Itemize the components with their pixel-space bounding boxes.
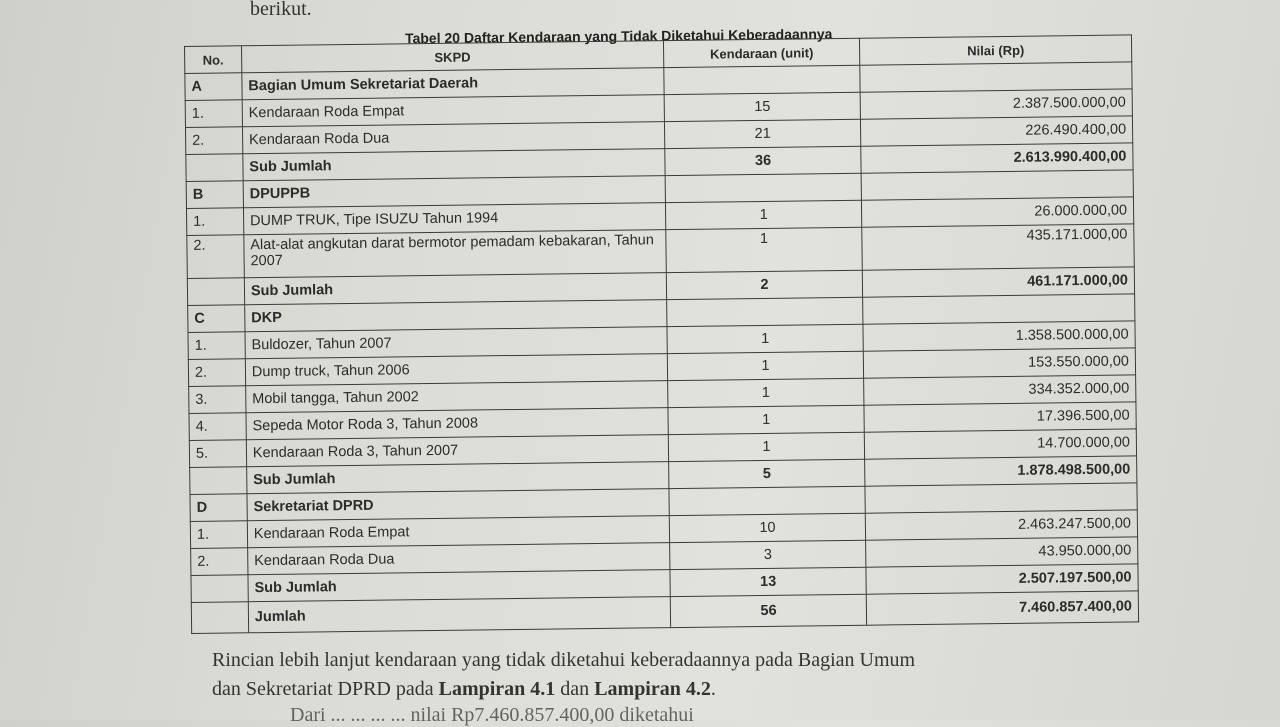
cell-value: 2.507.197.500,00 (866, 564, 1138, 594)
cell-skpd: Kendaraan Roda Empat (247, 516, 669, 548)
cell-skpd: Mobil tangga, Tahun 2002 (246, 381, 668, 413)
cell-value: 14.700.000,00 (865, 429, 1137, 459)
cell-no (191, 602, 248, 634)
paragraph-mid: dan (555, 678, 595, 700)
cell-value: 43.950.000,00 (866, 537, 1138, 567)
cell-value: 2.613.990.400,00 (861, 143, 1133, 173)
cell-no: D (190, 494, 247, 522)
cell-no: 4. (189, 413, 246, 441)
cell-skpd: Dump truck, Tahun 2006 (245, 354, 667, 386)
cell-no: 1. (188, 332, 245, 360)
cell-unit: 1 (667, 324, 864, 353)
cell-skpd: Bagian Umum Sekretariat Daerah (242, 68, 664, 100)
table-title: Tabel 20 Daftar Kendaraan yang Tidak Diketahui Keberadaannya (404, 25, 833, 47)
preceding-text: berikut. (250, 0, 312, 20)
cell-value: 1.878.498.500,00 (865, 456, 1137, 486)
cell-unit (669, 486, 866, 515)
cell-unit: 3 (669, 540, 866, 569)
cell-value: 17.396.500,00 (864, 402, 1136, 432)
cell-skpd: Kendaraan Roda Dua (242, 122, 664, 154)
cell-unit: 36 (665, 146, 862, 175)
cell-value: 153.550.000,00 (864, 348, 1136, 378)
appendix-ref-2: Lampiran 4.2 (594, 678, 711, 700)
cell-skpd: Jumlah (248, 597, 670, 633)
cell-no: A (185, 73, 242, 101)
cell-value: 2.387.500.000,00 (860, 89, 1132, 119)
cell-unit: 56 (670, 594, 867, 627)
cell-unit (666, 297, 863, 326)
cell-skpd: Sekretariat DPRD (247, 489, 669, 521)
cell-no (191, 575, 248, 603)
paragraph-end: . (710, 678, 716, 700)
cell-value: 2.463.247.500,00 (866, 510, 1138, 540)
cell-value: 435.171.000,00 (862, 224, 1134, 270)
cell-unit: 1 (666, 227, 863, 272)
cell-value (865, 483, 1137, 513)
cell-no: 3. (189, 386, 246, 414)
cell-no: B (186, 181, 243, 209)
header-no: No. (185, 46, 242, 74)
cell-skpd: Kendaraan Roda Empat (242, 95, 664, 127)
header-unit: Kendaraan (unit) (663, 38, 860, 67)
header-skpd: SKPD (241, 41, 663, 73)
cell-value: 334.352.000,00 (864, 375, 1136, 405)
paragraph-line2: dan Sekretariat DPRD pada (212, 678, 439, 700)
cell-value: 461.171.000,00 (863, 267, 1135, 297)
cell-no: 2. (187, 235, 244, 279)
cell-unit (665, 173, 862, 202)
cell-value (863, 294, 1135, 324)
cell-value: 226.490.400,00 (861, 116, 1133, 146)
cell-value: 7.460.857.400,00 (867, 591, 1139, 625)
cell-unit: 15 (664, 92, 861, 121)
cell-skpd: Sub Jumlah (243, 149, 665, 181)
paragraph-line1: Rincian lebih lanjut kendaraan yang tidak diketahui keberadaannya pada Bagian Umum (212, 649, 916, 671)
cell-no: C (188, 305, 245, 333)
appendix-ref-1: Lampiran 4.1 (438, 678, 556, 700)
cell-value (861, 170, 1133, 200)
cell-unit: 1 (667, 351, 864, 380)
cell-no: 1. (185, 100, 242, 128)
cell-skpd: Alat-alat angkutan darat bermotor pemadam kebakaran, Tahun 2007 (244, 230, 666, 278)
cell-unit: 10 (669, 513, 866, 542)
cell-no: 5. (189, 440, 246, 468)
cell-unit: 5 (668, 459, 865, 488)
cell-unit: 1 (667, 378, 864, 407)
cell-unit: 1 (668, 432, 865, 461)
vehicle-table (184, 34, 1139, 634)
cut-off-text: Dari ... ... ... ... nilai Rp7.460.857.400,00 diketahui (290, 704, 694, 726)
cell-no (186, 154, 243, 182)
cell-skpd: DUMP TRUK, Tipe ISUZU Tahun 1994 (243, 203, 665, 235)
cell-no: 1. (190, 521, 247, 549)
cell-unit: 21 (664, 119, 861, 148)
cell-skpd: Kendaraan Roda Dua (248, 543, 670, 575)
cell-no: 2. (191, 548, 248, 576)
cell-value: 1.358.500.000,00 (863, 321, 1135, 351)
table-body (185, 62, 1139, 634)
cell-skpd: Buldozer, Tahun 2007 (245, 327, 667, 359)
cell-value (860, 62, 1132, 92)
cell-no: 1. (186, 208, 243, 236)
cell-skpd: DKP (245, 300, 667, 332)
cell-no: 2. (188, 359, 245, 387)
cell-unit: 2 (666, 270, 863, 299)
cell-unit: 1 (668, 405, 865, 434)
cell-skpd: Sub Jumlah (248, 570, 670, 602)
cell-skpd: Sub Jumlah (247, 462, 669, 494)
cell-skpd: Sepeda Motor Roda 3, Tahun 2008 (246, 408, 668, 440)
paragraph (212, 646, 1212, 704)
cell-skpd: DPUPPB (243, 176, 665, 208)
header-value: Nilai (Rp) (860, 35, 1132, 65)
cell-no: 2. (185, 127, 242, 155)
cell-unit: 13 (670, 567, 867, 596)
cell-unit: 1 (665, 200, 862, 229)
cell-skpd: Sub Jumlah (244, 273, 666, 305)
cell-skpd: Kendaraan Roda 3, Tahun 2007 (246, 435, 668, 467)
cell-no (187, 278, 244, 306)
cell-no (190, 467, 247, 495)
cell-unit (664, 65, 861, 94)
cell-value: 26.000.000,00 (862, 197, 1134, 227)
